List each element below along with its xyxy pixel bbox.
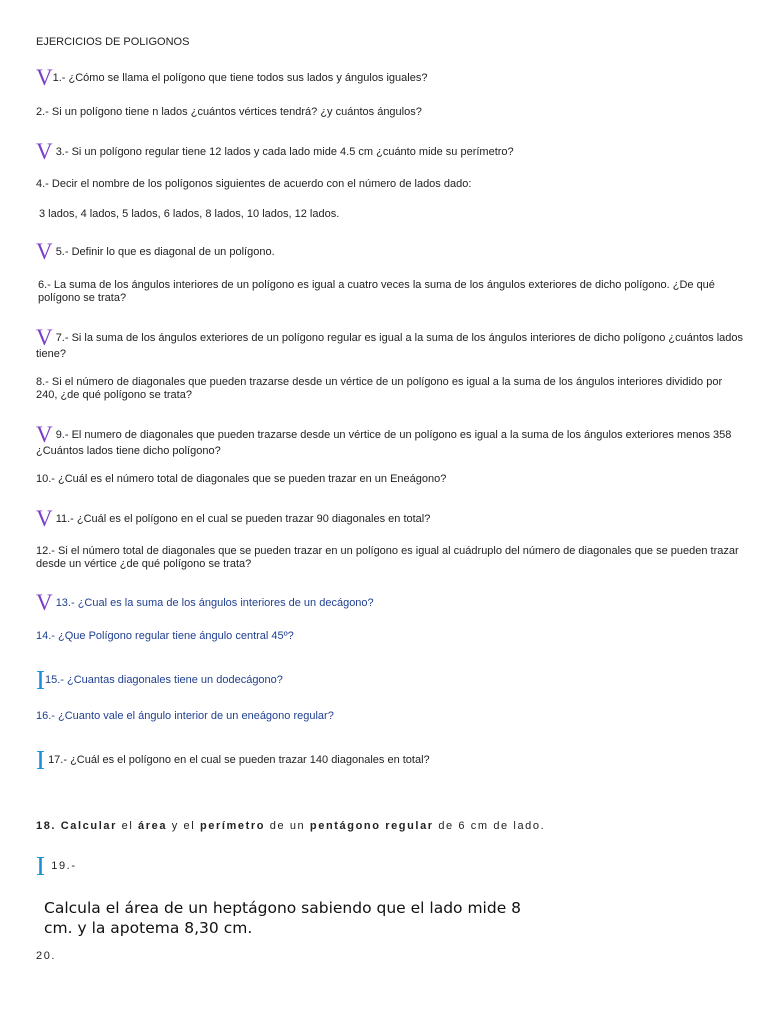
check-mark-v: V: [36, 590, 53, 615]
check-mark-v: V: [36, 506, 53, 531]
q18-word: el: [121, 820, 134, 832]
page-title: EJERCICIOS DE POLIGONOS: [36, 36, 190, 48]
question-text: 7.- Si la suma de los ángulos exteriores de un polígono regular es igual a la suma de los ángulos interiores de dicho polígono ¿cuántos lados tiene?: [36, 332, 743, 360]
question-text: 3.- Si un polígono regular tiene 12 lados y cada lado mide 4.5 cm ¿cuánto mide su perímetro?: [55, 146, 514, 158]
q18-word: de un: [269, 820, 306, 832]
question-10: 10.- ¿Cuál es el número total de diagonales que se pueden trazar en un Eneágono?: [36, 473, 447, 485]
question-text: 17.- ¿Cuál es el polígono en el cual se pueden trazar 140 diagonales en total?: [48, 754, 430, 766]
q18-pentagono: pentágono regular: [309, 820, 434, 832]
question-17: [36, 745, 744, 775]
question-20: 20.: [36, 950, 57, 962]
q18-number: 18. Calcular: [36, 820, 117, 832]
question-2: 2.- Si un polígono tiene n lados ¿cuántos vértices tendrá? ¿y cuántos ángulos?: [36, 106, 422, 118]
question-text: 15.- ¿Cuantas diagonales tiene un dodecágono?: [45, 674, 283, 686]
question-text: 13.- ¿Cual es la suma de los ángulos interiores de un decágono?: [55, 597, 374, 609]
question-14: 14.- ¿Que Polígono regular tiene ángulo central 45º?: [36, 630, 294, 642]
question-3: [36, 139, 744, 164]
question-text: 5.- Definir lo que es diagonal de un polígono.: [55, 246, 275, 258]
mark-i: I: [36, 745, 45, 775]
question-16: 16.- ¿Cuanto vale el ángulo interior de un eneágono regular?: [36, 710, 334, 722]
question-13: [36, 590, 744, 615]
check-mark-v: V: [36, 422, 53, 447]
mark-i: I: [36, 851, 47, 881]
question-4: 4.- Decir el nombre de los polígonos siguientes de acuerdo con el número de lados dado:: [36, 178, 472, 190]
q18-word: y el: [171, 820, 196, 832]
check-mark-v: V: [36, 239, 53, 264]
check-mark-v: V: [36, 65, 53, 90]
mark-i: I: [36, 665, 45, 695]
question-5: [36, 239, 744, 264]
q18-area: área: [138, 820, 168, 832]
question-15: [36, 665, 744, 695]
question-7: [36, 325, 744, 361]
question-9: [36, 422, 744, 458]
question-text: 9.- El numero de diagonales que pueden trazarse desde un vértice de un polígono es igual a la suma de los ángulos exteriores menos 358 ¿Cuántos lados tiene dicho polígono?: [36, 429, 732, 457]
q18-word: de 6 cm de lado.: [438, 820, 546, 832]
question-19: [36, 851, 744, 881]
question-4-list: 3 lados, 4 lados, 5 lados, 6 lados, 8 lados, 10 lados, 12 lados.: [39, 208, 340, 220]
question-11: [36, 506, 744, 531]
check-mark-v: V: [36, 325, 53, 350]
q18-perimetro: perímetro: [199, 820, 266, 832]
question-1: [36, 65, 744, 90]
q19-line-2: cm. y la apotema 8,30 cm.: [44, 919, 253, 937]
question-label: 19.-: [51, 860, 77, 872]
question-19-image-text: [44, 898, 521, 938]
question-18: [36, 820, 744, 833]
question-12: 12.- Si el número total de diagonales que se pueden trazar en un polígono es igual al cuádruplo del número de diagonales que se pueden trazar desde un vértice ¿de qué polígono se trata?: [36, 545, 739, 570]
question-text: 11.- ¿Cuál es el polígono en el cual se pueden trazar 90 diagonales en total?: [55, 513, 431, 525]
q19-line-1: Calcula el área de un heptágono sabiendo que el lado mide 8: [44, 899, 522, 917]
check-mark-v: V: [36, 139, 53, 164]
question-text: 1.- ¿Cómo se llama el polígono que tiene todos sus lados y ángulos iguales?: [52, 72, 428, 84]
question-6: 6.- La suma de los ángulos interiores de un polígono es igual a cuatro veces la suma de los ángulos exteriores de dicho polígono. ¿De qué polígono se trata?: [38, 279, 715, 304]
question-8: 8.- Si el número de diagonales que pueden trazarse desde un vértice de un polígono es igual a la suma de los ángulos interiores dividido por 240, ¿de qué polígono se trata?: [36, 376, 723, 401]
